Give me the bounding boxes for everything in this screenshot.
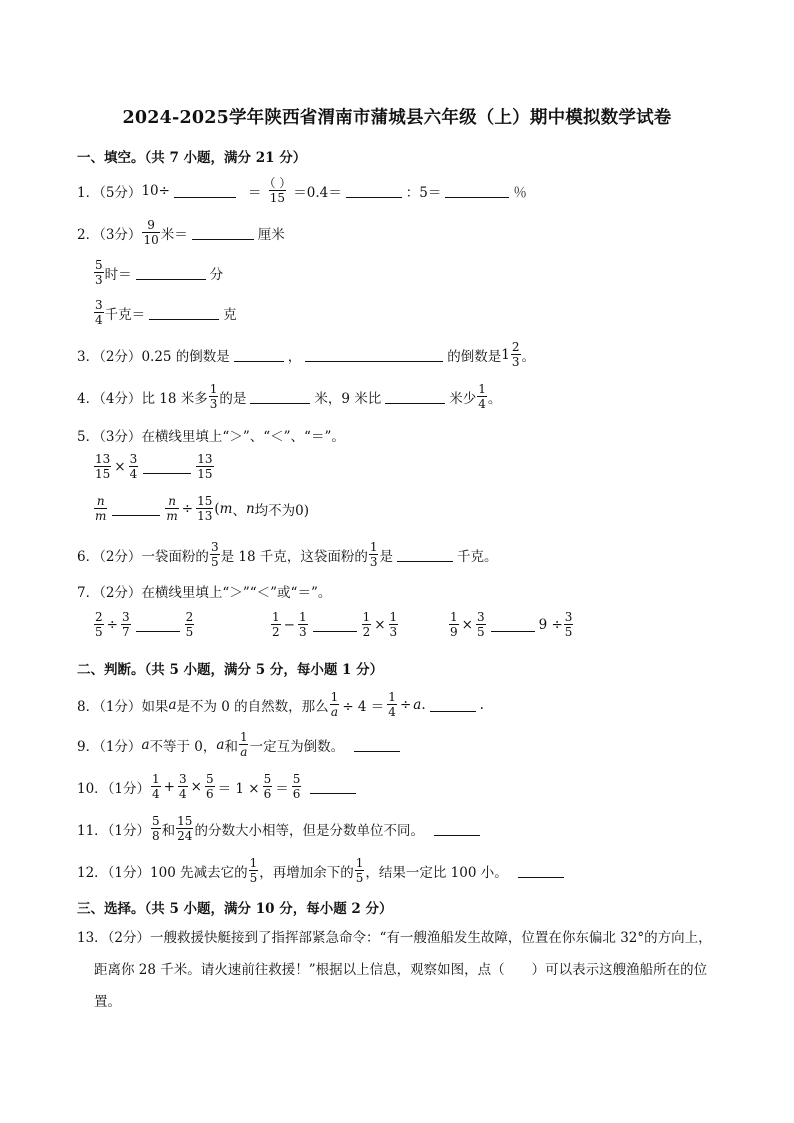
question-5-row-1: $\frac{13}{15}$ × $\frac{3}{4}$ $\frac{13}{15}$ <box>95 452 213 481</box>
page-title: 2024-2025学年陕西省渭南市蒲城县六年级（上）期中模拟数学试卷 <box>122 108 672 128</box>
question-4: 4．（4分） 比 18 米多 $\frac{1}{3}$ 的是 米，9 米比 米少 $\frac{1}{4}$ 。 <box>77 382 502 411</box>
answer-blank[interactable] <box>305 347 443 362</box>
section-heading-fill-in: 一、填空。（共 7 小题，满分 21 分） <box>77 150 307 166</box>
question-10: 10．（1分） $\frac{1}{4}$ + $\frac{3}{4}$ × $\frac{5}{6}$ ＝ 1 × $\frac{5}{6}$ ＝ $\frac{5}{6}$ <box>77 772 360 801</box>
question-13: 13．（2分）一艘救援快艇接到了指挥部紧急命令：“有一艘渔船发生故障，位置在你东偏北 32°的方向上， 距离你 28 千米。请火速前往救援！”根据以上信息，观察如图，点（ ）可以表示这艘渔船所在的位 置。 <box>77 930 712 1010</box>
question-6: 6．（2分） 一袋面粉的 $\frac{3}{5}$ 是 18 千克，这袋面粉的 $\frac{1}{3}$ 是 千克。 <box>77 540 498 569</box>
answer-blank[interactable] <box>518 863 564 878</box>
answer-blank[interactable] <box>250 389 310 404</box>
answer-blank[interactable] <box>313 617 357 632</box>
question-7: 7．（2分） 在横线里填上“＞”“＜”或“＝”。 <box>77 585 332 601</box>
question-12: 12．（1分） 100 先减去它的 $\frac{1}{5}$ ，再增加余下的 $\frac{1}{5}$ ，结果一定比 100 小。 <box>77 856 568 885</box>
answer-blank[interactable] <box>385 389 445 404</box>
answer-blank[interactable] <box>192 225 254 240</box>
answer-blank[interactable] <box>112 501 160 516</box>
answer-blank[interactable] <box>143 459 191 474</box>
answer-blank[interactable] <box>491 617 535 632</box>
answer-blank[interactable] <box>310 779 356 794</box>
answer-blank[interactable] <box>136 265 206 280</box>
question-2-part-2: $\frac{5}{3}$ 时＝ 分 <box>95 258 224 287</box>
question-2-part-3: $\frac{3}{4}$ 千克＝ 克 <box>95 298 237 327</box>
question-7-expr-3: $\frac{1}{9}$ × $\frac{3}{5}$ 9 ÷ $\frac{3}{5}$ <box>450 610 573 639</box>
section-heading-choice: 三、选择。（共 5 小题，满分 10 分，每小题 2 分） <box>77 901 393 917</box>
question-3: 3．（2分） 0.25 的倒数是 ， 的倒数是 1 $\frac{2}{3}$ 。 <box>77 340 536 369</box>
question-8: 8．（1分） 如果 a 是不为 0 的自然数，那么 $\frac{1}{a}$ ÷ 4 ＝ $\frac{1}{4}$ ÷ a . . <box>77 690 484 719</box>
question-2: 2．（3分） $\frac{9}{10}$ 米＝ 厘米 <box>77 218 285 247</box>
question-9: 9．（1分） a 不等于 0， a 和 $\frac{1}{a}$ 一定互为倒数。 <box>77 730 404 759</box>
section-heading-judge: 二、判断。（共 5 小题，满分 5 分，每小题 1 分） <box>77 662 384 678</box>
answer-blank[interactable] <box>445 183 509 198</box>
question-1: 1．（5分） 10÷ ＝ $\frac{( )}{15}$ ＝0.4＝ ：5＝ ％ <box>77 176 527 205</box>
answer-blank[interactable] <box>354 737 400 752</box>
answer-blank[interactable] <box>136 617 180 632</box>
answer-blank[interactable] <box>174 183 236 198</box>
answer-blank[interactable] <box>434 821 480 836</box>
question-5-row-2: $\frac{n}{m}$ $\frac{n}{m}$ ÷ $\frac{15}{13}$ ( m 、 n 均不为0) <box>95 494 310 523</box>
question-11: 11．（1分） $\frac{5}{8}$ 和 $\frac{15}{24}$ 的分数大小相等，但是分数单位不同。 <box>77 814 484 843</box>
question-7-expr-2: $\frac{1}{2}$ − $\frac{1}{3}$ $\frac{1}{2}$ × $\frac{1}{3}$ <box>272 610 398 639</box>
answer-blank[interactable] <box>234 347 284 362</box>
answer-blank[interactable] <box>430 697 476 712</box>
answer-blank[interactable] <box>149 305 219 320</box>
question-5: 5．（3分） 在横线里填上“＞”、“＜”、“＝”。 <box>77 429 345 445</box>
answer-blank[interactable] <box>346 183 402 198</box>
question-7-expr-1: $\frac{2}{5}$ ÷ $\frac{3}{7}$ $\frac{2}{5}$ <box>95 610 194 639</box>
answer-blank[interactable] <box>397 547 453 562</box>
